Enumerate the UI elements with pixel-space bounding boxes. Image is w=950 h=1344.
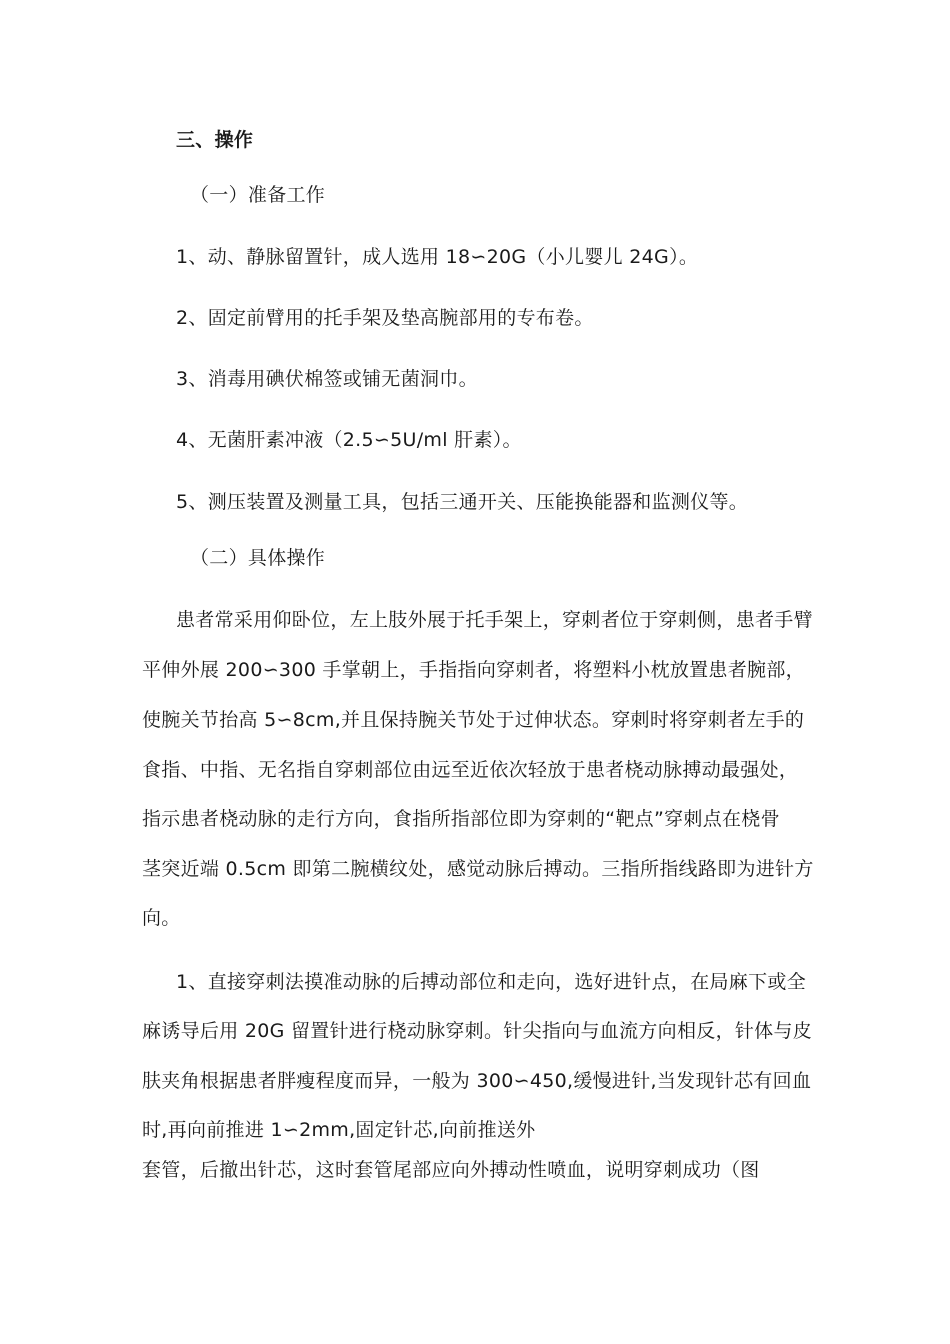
paragraph-line: 1、直接穿刺法摸准动脉的后搏动部位和走向，选好进针点，在局麻下或全 xyxy=(176,971,806,993)
paragraph-line: 指示患者桡动脉的走行方向，食指所指部位即为穿刺的“靶点”穿刺点在桡骨 xyxy=(142,808,780,830)
paragraph-line: 向。 xyxy=(142,907,181,929)
prep-item-2: 2、固定前臂用的托手架及垫高腕部用的专布卷。 xyxy=(176,307,594,329)
paragraph-line: 食指、中指、无名指自穿刺部位由远至近依次轻放于患者桡动脉搏动最强处， xyxy=(142,759,799,781)
prep-subheading: （一）准备工作 xyxy=(190,184,326,206)
paragraph-line: 套管，后撤出针芯，这时套管尾部应向外搏动性喷血，说明穿刺成功（图 xyxy=(142,1159,760,1181)
prep-item-4: 4、无菌肝素冲液（2.5∽5U/ml 肝素）。 xyxy=(176,429,522,451)
prep-item-1: 1、动、静脉留置针，成人选用 18∽20G（小儿婴儿 24G）。 xyxy=(176,246,699,268)
prep-item-5: 5、测压装置及测量工具，包括三通开关、压能换能器和监测仪等。 xyxy=(176,491,749,513)
paragraph-line: 平伸外展 200∽300 手掌朝上，手指指向穿刺者，将塑料小枕放置患者腕部， xyxy=(142,659,805,681)
paragraph-line: 时,再向前推进 1∽2mm,固定针芯,向前推送外 xyxy=(142,1119,536,1141)
section-heading: 三、操作 xyxy=(176,129,254,151)
prep-item-3: 3、消毒用碘伏棉签或铺无菌洞巾。 xyxy=(176,368,478,390)
paragraph-line: 患者常采用仰卧位，左上肢外展于托手架上，穿刺者位于穿刺侧，患者手臂 xyxy=(176,609,813,631)
paragraph-line: 茎突近端 0.5cm 即第二腕横纹处，感觉动脉后搏动。三指所指线路即为进针方 xyxy=(142,858,814,880)
paragraph-line: 使腕关节抬高 5∽8cm,并且保持腕关节处于过伸状态。穿刺时将穿刺者左手的 xyxy=(142,709,805,731)
procedure-subheading: （二）具体操作 xyxy=(190,547,326,569)
paragraph-line: 肤夹角根据患者胖瘦程度而异，一般为 300∽450,缓慢进针,当发现针芯有回血 xyxy=(142,1070,812,1092)
paragraph-line: 麻诱导后用 20G 留置针进行桡动脉穿刺。针尖指向与血流方向相反，针体与皮 xyxy=(142,1020,813,1042)
